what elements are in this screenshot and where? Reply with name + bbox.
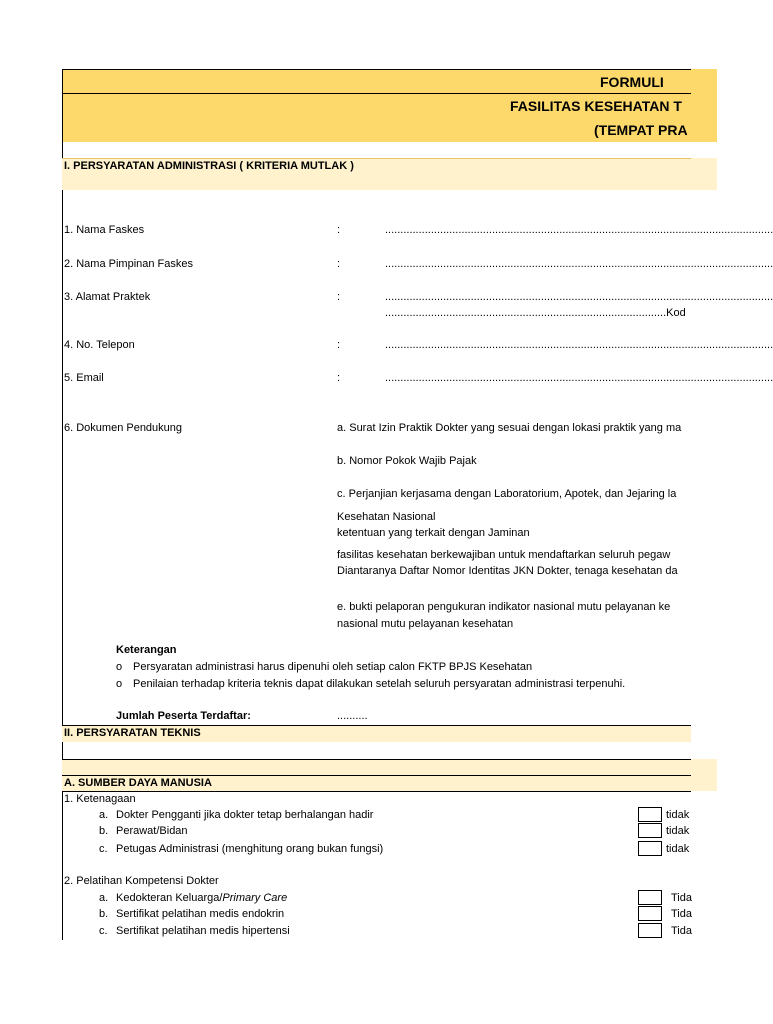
header-mid-border	[62, 93, 691, 94]
jumlah-peserta-input[interactable]: ..........	[337, 710, 368, 722]
dokumen-item-d-line2: ketentuan yang terkait dengan Jaminan	[337, 527, 530, 539]
alamat-input[interactable]: ...............................................................................................................................	[385, 291, 773, 303]
header-top-border	[62, 69, 691, 70]
field-colon: :	[337, 372, 341, 384]
nama-faskes-input[interactable]: ...............................................................................................................................	[385, 224, 773, 236]
title-line-1: FORMULI	[600, 74, 664, 90]
alamat-input-line2[interactable]: ............................................................................................Kod	[385, 307, 686, 319]
perawat-status: tidak	[666, 825, 690, 837]
kedokteran-keluarga-checkbox[interactable]	[638, 890, 662, 905]
dokter-pengganti-status: tidak	[666, 809, 690, 821]
kedokteran-keluarga-status: Tida	[671, 892, 692, 904]
section2-heading: II. PERSYARATAN TEKNIS	[64, 727, 201, 739]
field-colon: :	[337, 339, 341, 351]
endokrin-checkbox[interactable]	[638, 906, 662, 921]
perawat-checkbox[interactable]	[638, 823, 662, 838]
petugas-admin-checkbox[interactable]	[638, 841, 662, 856]
jumlah-peserta-label: Jumlah Peserta Terdaftar:	[116, 710, 251, 722]
ketenagaan-item-petugas-admin: Petugas Administrasi (menghitung orang bukan fungsi)	[116, 843, 384, 855]
dokumen-item-d-line1: Kesehatan Nasional	[337, 511, 436, 523]
field-label-email: 5. Email	[64, 372, 104, 384]
dokumen-label: 6. Dokumen Pendukung	[64, 422, 183, 434]
field-label-nama-pimpinan: 2. Nama Pimpinan Faskes	[64, 258, 193, 270]
subsection-border-3	[62, 791, 691, 792]
email-input[interactable]: ...............................................................................................................................	[385, 372, 773, 384]
field-label-nama-faskes: 1. Nama Faskes	[64, 224, 145, 236]
subsection-a-heading: A. SUMBER DAYA MANUSIA	[64, 777, 212, 789]
item-prefix: b.	[99, 908, 109, 920]
section2-top-border	[62, 725, 691, 726]
telepon-input[interactable]: ...............................................................................................................................	[385, 339, 773, 351]
dokumen-item-e-line2: Diantaranya Daftar Nomor Identitas JKN Dokter, tenaga kesehatan da	[337, 565, 678, 577]
dokumen-item-c: c. Perjanjian kerjasama dengan Laboratorium, Apotek, dan Jejaring la	[337, 488, 677, 500]
dokumen-item-f-line1: e. bukti pelaporan pengukuran indikator nasional mutu pelayanan ke	[337, 601, 671, 613]
pelatihan-item-hipertensi: Sertifikat pelatihan medis hipertensi	[116, 925, 290, 937]
petugas-admin-status: tidak	[666, 843, 690, 855]
field-colon: :	[337, 291, 341, 303]
pelatihan-item-italic: Primary Care	[222, 892, 288, 904]
item-prefix: c.	[99, 843, 108, 855]
hipertensi-checkbox[interactable]	[638, 923, 662, 938]
field-colon: :	[337, 258, 341, 270]
pelatihan-item-text: Kedokteran Keluarga/	[116, 892, 223, 904]
dokter-pengganti-checkbox[interactable]	[638, 807, 662, 822]
subsection-border-1	[62, 759, 691, 760]
dokumen-item-e-line1: fasilitas kesehatan berkewajiban untuk mendaftarkan seluruh pegaw	[337, 549, 671, 561]
nama-pimpinan-input[interactable]: ...............................................................................................................................	[385, 258, 773, 270]
pelatihan-item-kedokteran-keluarga	[116, 892, 287, 904]
subsection-border-2	[62, 775, 691, 776]
item-prefix: c.	[99, 925, 108, 937]
item-prefix: a.	[99, 809, 109, 821]
ketenagaan-item-perawat: Perawat/Bidan	[116, 825, 188, 837]
field-label-alamat: 3. Alamat Praktek	[64, 291, 151, 303]
dokumen-item-a: a. Surat Izin Praktik Dokter yang sesuai dengan lokasi praktik yang ma	[337, 422, 682, 434]
hipertensi-status: Tida	[671, 925, 692, 937]
item-prefix: b.	[99, 825, 109, 837]
title-line-3: (TEMPAT PRA	[594, 122, 688, 138]
title-line-2: FASILITAS KESEHATAN T	[510, 98, 682, 114]
dokumen-item-f-line2: nasional mutu pelayanan kesehatan	[337, 618, 514, 630]
pelatihan-item-endokrin: Sertifikat pelatihan medis endokrin	[116, 908, 285, 920]
field-label-telepon: 4. No. Telepon	[64, 339, 135, 351]
bullet-icon: o	[116, 678, 123, 690]
bullet-icon: o	[116, 661, 123, 673]
left-border	[62, 69, 63, 940]
item-prefix: a.	[99, 892, 109, 904]
section1-heading: I. PERSYARATAN ADMINISTRASI ( KRITERIA MUTLAK )	[64, 160, 354, 172]
keterangan-title: Keterangan	[116, 644, 177, 656]
pelatihan-title: 2. Pelatihan Kompetensi Dokter	[64, 875, 219, 887]
ketenagaan-title: 1. Ketenagaan	[64, 793, 136, 805]
dokumen-item-b: b. Nomor Pokok Wajib Pajak	[337, 455, 477, 467]
keterangan-item-2: Penilaian terhadap kriteria teknis dapat dilakukan setelah seluruh persyaratan administrasi terpenuhi.	[133, 678, 626, 690]
keterangan-item-1: Persyaratan administrasi harus dipenuhi oleh setiap calon FKTP BPJS Kesehatan	[133, 661, 533, 673]
endokrin-status: Tida	[671, 908, 692, 920]
ketenagaan-item-dokter-pengganti: Dokter Pengganti jika dokter tetap berhalangan hadir	[116, 809, 374, 821]
field-colon: :	[337, 224, 341, 236]
section1-top-border	[62, 158, 691, 159]
